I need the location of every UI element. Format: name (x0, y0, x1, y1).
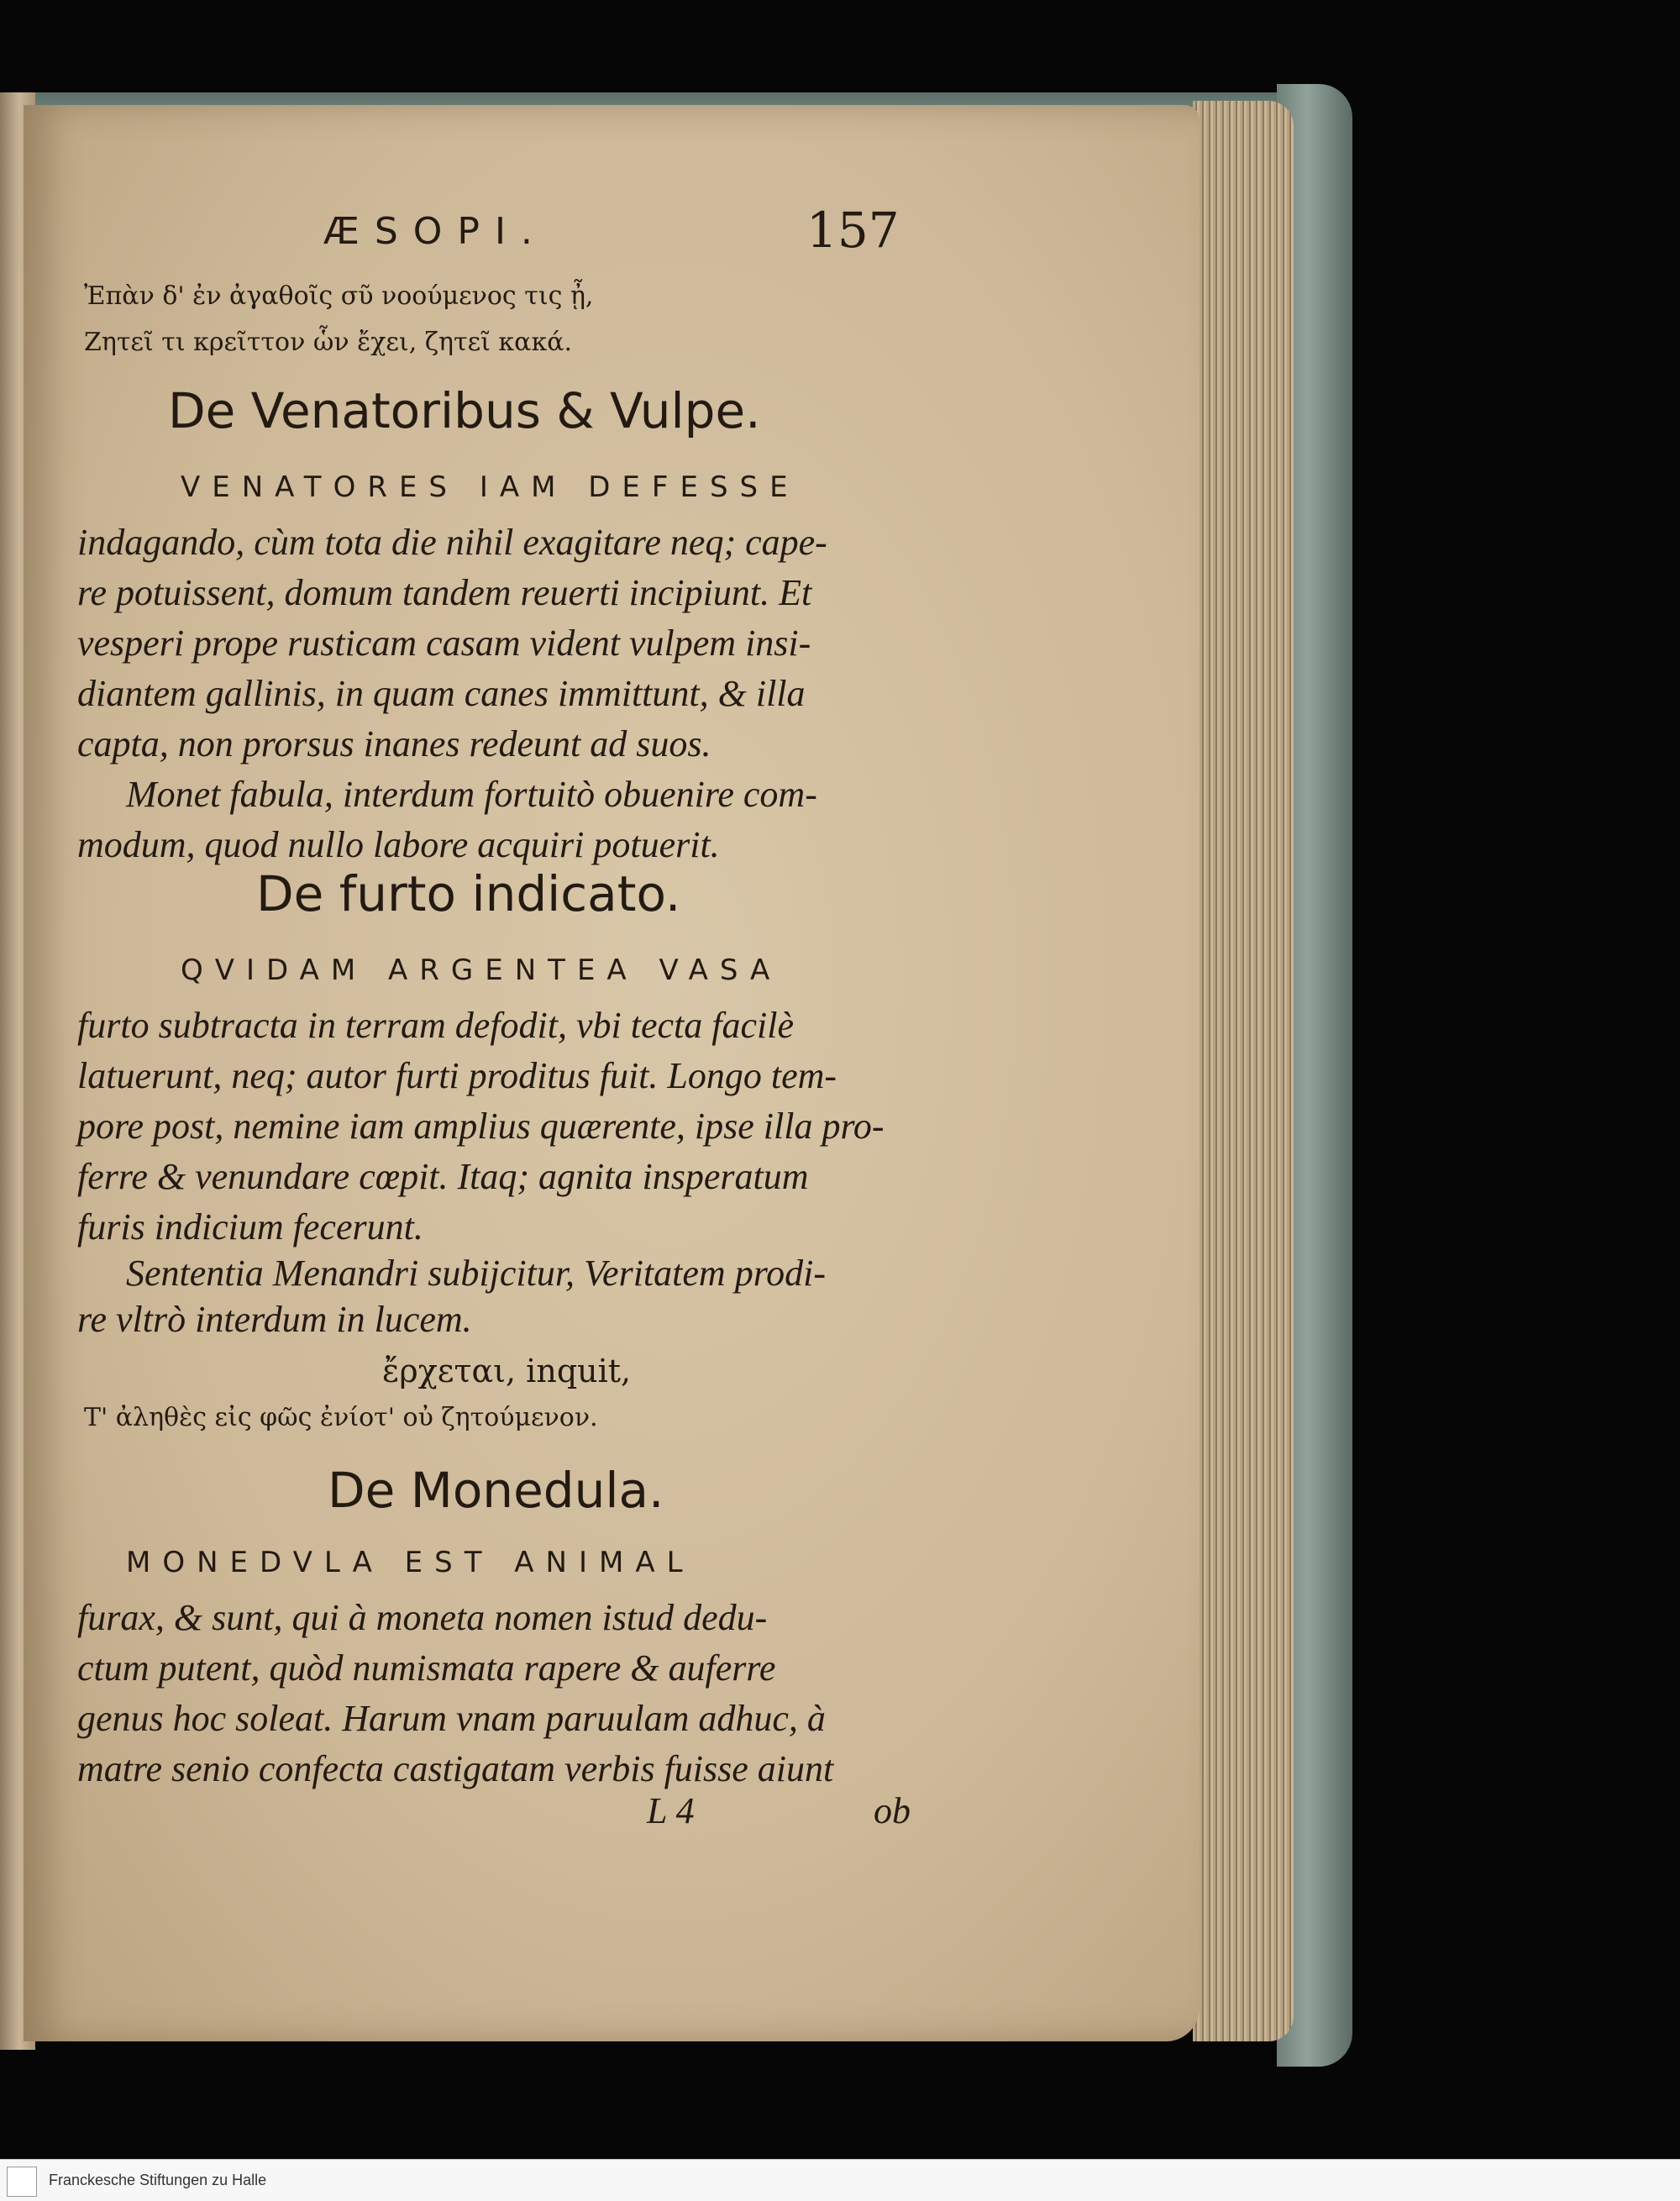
greek-quote-1: ἔρχεται, inquit, (382, 1353, 632, 1389)
body-line: ctum putent, quòd numismata rapere & auferre (77, 1647, 776, 1689)
body-line: furis indicium fecerunt. (77, 1206, 423, 1248)
section-title-furto: De furto indicato. (256, 865, 681, 922)
greek-verse-2: Ζητεῖ τι κρεῖττον ὧν ἔχει, ζητεῖ κακά. (84, 328, 572, 357)
running-head: ÆSOPI. (323, 210, 548, 253)
body-line: latuerunt, neq; autor furti proditus fuit. Longo tem- (77, 1055, 837, 1096)
body-line: diantem gallinis, in quam canes immittunt, & illa (77, 673, 806, 714)
lead-cap-venatoribus: VENATORES IAM DEFESSE (181, 470, 800, 504)
greek-quote-2: Τ' ἀληθὲς εἰς φῶς ἐνίοτ' οὐ ζητούμενον. (84, 1403, 598, 1432)
body-line: ferre & venundare cœpit. Itaq; agnita insperatum (77, 1156, 809, 1197)
page-number: 157 (806, 202, 900, 259)
section-title-monedula: De Monedula. (328, 1462, 664, 1519)
moral-line: Monet fabula, interdum fortuitò obuenire com- (126, 774, 817, 815)
body-line: pore post, nemine iam amplius quærente, ipse illa pro- (77, 1106, 885, 1147)
footer-bar (0, 2159, 1680, 2201)
greek-verse-1: Ἐπὰν δ' ἐν ἀγαθοῖς σῦ νοούμενος τις ᾖ, (84, 281, 594, 311)
body-line: furax, & sunt, qui à moneta nomen istud dedu- (77, 1597, 768, 1638)
body-line: furto subtracta in terram defodit, vbi tecta facilè (77, 1005, 794, 1046)
sententia-line: Sententia Menandri subijcitur, Veritatem prodi- (126, 1253, 827, 1294)
signature-mark: L 4 (647, 1790, 695, 1831)
institution-logo (7, 2167, 37, 2197)
body-line: genus hoc soleat. Harum vnam paruulam adhuc, à (77, 1698, 826, 1739)
section-title-venatoribus: De Venatoribus & Vulpe. (168, 382, 761, 439)
catchword: ob (874, 1790, 911, 1831)
body-line: matre senio confecta castigatam verbis fuisse aiunt (77, 1748, 834, 1789)
body-line: re potuissent, domum tandem reuerti incipiunt. Et (77, 572, 812, 613)
moral-line: modum, quod nullo labore acquiri potuerit. (77, 824, 720, 865)
body-line: indagando, cùm tota die nihil exagitare neq; cape- (77, 522, 827, 563)
body-line: capta, non prorsus inanes redeunt ad suos. (77, 723, 711, 764)
institution-name: Franckesche Stiftungen zu Halle (49, 2172, 267, 2188)
lead-cap-furto: QVIDAM ARGENTEA VASA (181, 953, 782, 987)
page-edges (1193, 101, 1294, 2041)
sententia-line: re vltrò interdum in lucem. (77, 1299, 472, 1340)
lead-cap-monedula: MONEDVLA EST ANIMAL (126, 1546, 695, 1579)
body-line: vesperi prope rusticam casam vident vulpem insi- (77, 622, 811, 664)
